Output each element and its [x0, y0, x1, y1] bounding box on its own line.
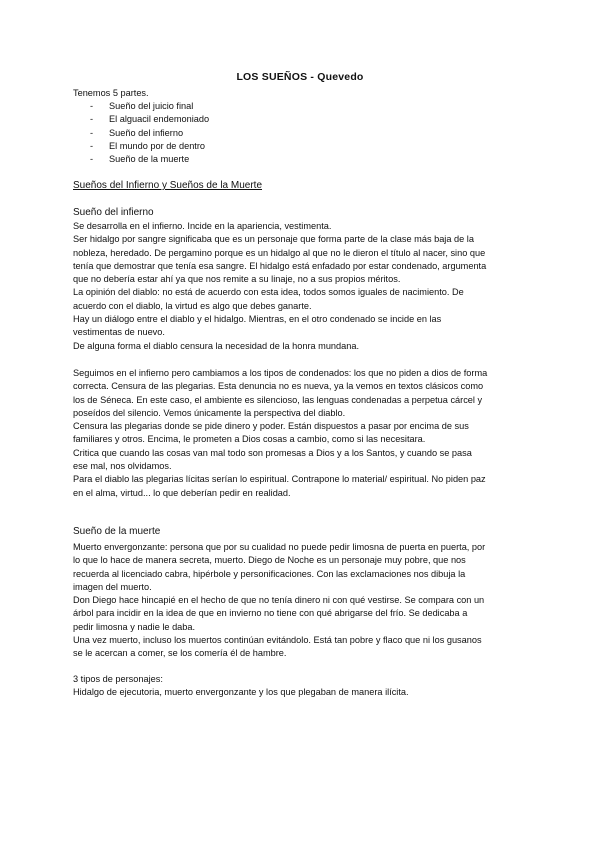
text-line: los de Séneca. En este caso, el ambiente es silencioso, las lenguas condenadas a perpetua cárcel y [73, 394, 483, 405]
text-line: De alguna forma el diablo censura la necesidad de la honra mundana. [73, 340, 360, 351]
text-line: familiares y otros. Encima, le prometen a Dios cosas a cambio, como si las necesitara. [73, 434, 426, 445]
muerte-paragraph-1 [73, 541, 533, 661]
text-line: correcta. Censura de las plegarias. Esta denuncia no es nueva, ya la vemos en textos clásicos como [73, 381, 484, 392]
heading-sueno-muerte: Sueño de la muerte [73, 526, 161, 537]
text-line: Hay un diálogo entre el diablo y el hidalgo. Mientras, en el otro condenado se incide en las [73, 314, 442, 325]
muerte-paragraph-2 [73, 673, 533, 700]
parts-list [90, 100, 209, 166]
text-line: acuerdo con el diablo, la virtud es algo que debes ganarte. [73, 300, 312, 311]
text-line: Para el diablo las plegarias lícitas serían lo espiritual. Contrapone lo material/ espiritual. No piden paz [73, 474, 486, 485]
text-line: Se desarrolla en el infierno. Incide en la apariencia, vestimenta. [73, 221, 332, 231]
text-line: que no debería estar ahí ya que nos remite a su linaje, no a sus propios méritos. [73, 274, 401, 285]
text-line: recuerda al licenciado cabra, hipérbole y personificaciones. Con las exclamaciones nos dibuja la [73, 568, 466, 579]
section-heading: Sueños del Infierno y Sueños de la Muerte [73, 180, 263, 191]
text-line: Censura las plegarias donde se pide dinero y poder. Están dispuestos a pasar por encima de sus [73, 421, 469, 432]
heading-sueno-infierno: Sueño del infierno [73, 207, 154, 218]
text-line: Seguimos en el infierno pero cambiamos a los tipos de condenados: los que no piden a dios de forma [73, 368, 488, 378]
text-line: Muerto envergonzante: persona que por su cualidad no puede pedir limosna de puerta en puerta, por [73, 542, 486, 552]
text-line: Don Diego hace hincapié en el hecho de que no tenía dinero ni con qué vestirse. Se compara con un [73, 595, 485, 606]
text-line: nobleza, heredado. De pergamino porque es un hidalgo al que no le dieron el título al nacer, sino que [73, 247, 486, 258]
list-item: - El mundo por de dentro [90, 140, 209, 153]
infierno-paragraph-1 [73, 220, 533, 353]
text-line: Hidalgo de ejecutoria, muerto envergonzante y los que plegaban de manera ilícita. [73, 687, 409, 698]
text-line: se le acercan a comer, se los comería él de hambre. [73, 648, 287, 659]
text-line: 3 tipos de personajes: [73, 674, 163, 684]
text-line: lo que lo hace de manera secreta, muerto. Diego de Noche es un personaje muy pobre, que nos [73, 555, 466, 566]
list-item: - El alguacil endemoniado [90, 113, 209, 126]
list-item: - Sueño de la muerte [90, 153, 209, 166]
text-line: Critica que cuando las cosas van mal todo son promesas a Dios y a los Santos, y cuando se pasa [73, 447, 472, 458]
text-line: La opinión del diablo: no está de acuerdo con esta idea, todos somos iguales de nacimiento. De [73, 287, 464, 298]
list-item: - Sueño del infierno [90, 127, 209, 140]
text-line: vestimentas de nuevo. [73, 327, 165, 338]
intro-text: Tenemos 5 partes. [73, 88, 149, 98]
text-line: poseídos del silencio. Vemos únicamente la perspectiva del diablo. [73, 407, 346, 418]
infierno-paragraph-2 [73, 367, 533, 500]
text-line: en el alma, virtud... lo que deberían pedir en realidad. [73, 487, 291, 498]
text-line: ese mal, nos olvidamos. [73, 461, 172, 472]
text-line: Una vez muerto, incluso los muertos continúan evitándolo. Está tan pobre y flaco que ni los gusanos [73, 635, 482, 646]
text-line: árbol para incidir en la idea de que en invierno no tiene con qué abrigarse del frío. Se dedicaba a [73, 608, 468, 619]
text-line: pedir limosna y nadie le daba. [73, 621, 196, 632]
list-item: - Sueño del juicio final [90, 100, 209, 113]
text-line: tenía que demostrar que tenía esa sangre. El hidalgo está enfadado por estar condenado, argumenta [73, 260, 487, 271]
document-title: LOS SUEÑOS - Quevedo [236, 71, 364, 83]
text-line: imagen del muerto. [73, 581, 152, 592]
text-line: Ser hidalgo por sangre significaba que es un personaje que forma parte de la clase más baja de la [73, 234, 474, 245]
